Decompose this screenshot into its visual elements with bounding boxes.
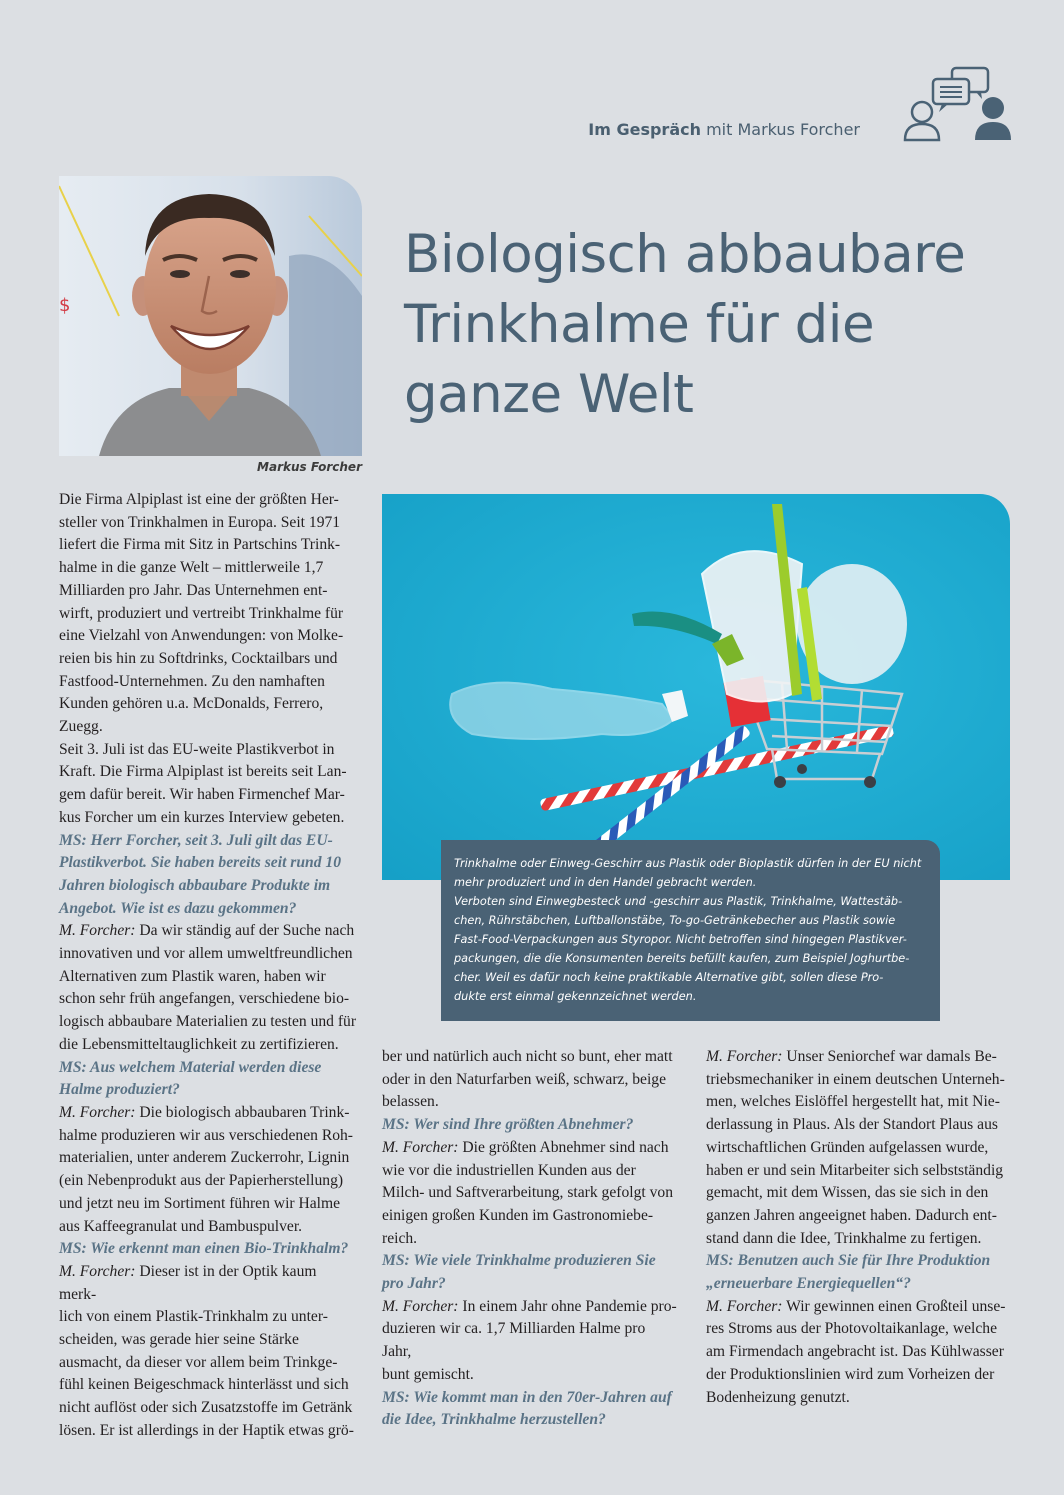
title-line: ganze Welt bbox=[404, 364, 694, 425]
text-line: pro Jahr? bbox=[382, 1275, 446, 1293]
text-line: reich. bbox=[382, 1229, 418, 1247]
speaker-name: M. Forcher: bbox=[706, 1048, 783, 1065]
speaker-name: M. Forcher: bbox=[59, 1103, 136, 1121]
interview-question bbox=[59, 830, 357, 921]
answer-text: Unser Seniorchef war damals Be- bbox=[782, 1048, 997, 1065]
title-line: Trinkhalme für die bbox=[404, 294, 875, 355]
text-line: aus Kaffeegranulat und Bambuspulver. bbox=[59, 1217, 303, 1235]
text-column-3 bbox=[706, 1046, 1008, 1409]
interview-question bbox=[382, 1387, 677, 1432]
text-line: wirft, produziert und vertreibt Trinkhalme für bbox=[59, 604, 344, 622]
text-line bbox=[59, 1261, 357, 1306]
text-line: fühl keinen Beigeschmack hinterlässt und sich bbox=[59, 1376, 349, 1394]
interview-answer bbox=[706, 1046, 1008, 1250]
answer-text: Da wir ständig auf der Suche nach bbox=[135, 922, 355, 940]
conversation-icon bbox=[902, 66, 1014, 146]
answer-text: In einem Jahr ohne Pandemie pro- bbox=[458, 1297, 677, 1315]
text-line: (ein Nebenprodukt aus der Papierherstellung) bbox=[59, 1172, 344, 1190]
interview-answer bbox=[706, 1296, 1008, 1410]
text-column-1 bbox=[59, 489, 357, 1443]
text-line: liefert die Firma mit Sitz in Partschins Trink- bbox=[59, 536, 341, 554]
text-line: lösen. Er ist allerdings in der Haptik etwas grö- bbox=[59, 1421, 354, 1439]
text-line bbox=[382, 1137, 677, 1160]
caption-line: chen, Rührstäbchen, Luftballonstäbe, To-go-Getränkebecher aus Plastik sowie bbox=[454, 914, 896, 927]
text-line: derlassung in Plaus. Als der Standort Plaus aus bbox=[706, 1116, 998, 1134]
answer-text: Dieser ist in der Optik kaum merk- bbox=[59, 1262, 317, 1303]
text-line: duzieren wir ca. 1,7 Milliarden Halme pro Jahr, bbox=[382, 1320, 646, 1361]
text-line bbox=[706, 1046, 1008, 1069]
article-title bbox=[404, 220, 1024, 430]
speaker-name: M. Forcher: bbox=[382, 1138, 459, 1156]
text-line: halme in die ganze Welt – mittlerweile 1,7 bbox=[59, 559, 324, 577]
text-line: MS: Wie viele Trinkhalme produzieren Sie bbox=[382, 1252, 656, 1270]
portrait-photo bbox=[59, 176, 362, 456]
caption-line: Trinkhalme oder Einweg-Geschirr aus Plastik oder Bioplastik dürfen in der EU nicht bbox=[454, 857, 922, 870]
title-line: Biologisch abbaubare bbox=[404, 224, 966, 285]
text-line: Alternativen zum Plastik waren, haben wir bbox=[59, 967, 326, 985]
answer-text: Die biologisch abbaubaren Trink- bbox=[135, 1103, 350, 1121]
text-line: ausmacht, da dieser vor allem beim Trinkge- bbox=[59, 1353, 338, 1371]
intro-paragraph-2 bbox=[59, 739, 357, 830]
text-line bbox=[706, 1296, 1008, 1319]
text-line: schon sehr früh angefangen, verschiedene bio- bbox=[59, 990, 350, 1008]
speaker-name: M. Forcher: bbox=[382, 1297, 459, 1315]
text-line: eine Vielzahl von Anwendungen: von Molke- bbox=[59, 627, 344, 645]
text-line bbox=[59, 1102, 357, 1125]
interview-answer bbox=[59, 1261, 357, 1443]
text-line: MS: Wie erkennt man einen Bio-Trinkhalm? bbox=[59, 1240, 349, 1258]
interview-question bbox=[59, 1238, 357, 1261]
interview-question bbox=[59, 1057, 357, 1102]
interview-question bbox=[706, 1250, 1008, 1295]
caption-line: packungen, die die Konsumenten bereits befüllt kaufen, zum Beispiel Joghurtbe- bbox=[454, 952, 910, 965]
intro-paragraph bbox=[59, 489, 357, 739]
text-line: Seit 3. Juli ist das EU-weite Plastikverbot in bbox=[59, 740, 335, 758]
text-line: Bodenheizung genutzt. bbox=[706, 1388, 850, 1406]
text-line: am Firmendach angebracht ist. Das Kühlwasser bbox=[706, 1343, 1004, 1361]
plastic-shopping-cart-photo bbox=[382, 494, 1010, 880]
caption-line: cher. Weil es dafür noch keine praktikable Alternative gibt, sollen diese Pro- bbox=[454, 971, 884, 984]
text-line bbox=[59, 920, 357, 943]
photo-caption bbox=[441, 840, 940, 1021]
text-line: triebsmechaniker in einem deutschen Unterneh- bbox=[706, 1070, 1005, 1088]
section-label-rest: mit Markus Forcher bbox=[700, 120, 860, 139]
text-line: MS: Aus welchem Material werden diese bbox=[59, 1058, 322, 1076]
text-line bbox=[382, 1296, 677, 1319]
text-line: MS: Herr Forcher, seit 3. Juli gilt das EU- bbox=[59, 831, 333, 849]
interview-answer bbox=[59, 920, 357, 1056]
text-line: Fastfood-Unternehmen. Zu den namhaften bbox=[59, 672, 325, 690]
text-line: gem dafür bereit. Wir haben Firmenchef Mar- bbox=[59, 786, 345, 804]
text-line: lich von einem Plastik-Trinkhalm zu unter- bbox=[59, 1308, 328, 1326]
text-line: stand dann die Idee, Trinkhalme zu fertigen. bbox=[706, 1229, 982, 1247]
text-line: gemacht, mit dem Wissen, das sie sich in den bbox=[706, 1184, 989, 1202]
text-line: logisch abbaubare Materialien zu testen und für bbox=[59, 1013, 357, 1031]
text-line: oder in den Naturfarben weiß, schwarz, beige bbox=[382, 1070, 667, 1088]
text-line: MS: Wie kommt man in den 70er-Jahren auf bbox=[382, 1388, 672, 1406]
text-line: Die Firma Alpiplast ist eine der größten Her- bbox=[59, 491, 339, 508]
text-line: die Idee, Trinkhalme herzustellen? bbox=[382, 1411, 606, 1429]
text-line: men, welches Eislöffel hergestellt hat, mit Nie- bbox=[706, 1093, 1000, 1111]
answer-text: Die größten Abnehmer sind nach bbox=[458, 1138, 669, 1156]
text-line: nicht auflöst oder sich Zusatzstoffe im Getränk bbox=[59, 1399, 353, 1417]
text-line: innovativen und vor allem umweltfreundlichen bbox=[59, 945, 353, 963]
text-line: „erneuerbare Energiequellen“? bbox=[706, 1275, 911, 1293]
text-line: haben er und sein Mitarbeiter sich selbstständig bbox=[706, 1161, 1004, 1179]
answer-text: Wir gewinnen einen Großteil unse- bbox=[782, 1297, 1006, 1315]
text-line: wie vor die industriellen Kunden aus der bbox=[382, 1161, 636, 1179]
text-line: Kunden gehören u.a. McDonalds, Ferrero, bbox=[59, 695, 324, 713]
caption-line: Verboten sind Einwegbesteck und -geschirr aus Plastik, Trinkhalme, Wattestäb- bbox=[454, 895, 903, 908]
text-line: belassen. bbox=[382, 1093, 439, 1111]
portrait-caption: Markus Forcher bbox=[257, 460, 362, 474]
text-line: Kraft. Die Firma Alpiplast ist bereits seit Lan- bbox=[59, 763, 347, 781]
text-line: bunt gemischt. bbox=[382, 1365, 474, 1383]
text-column-2 bbox=[382, 1046, 677, 1432]
text-line: wirtschaftlichen Gründen aufgelassen wurde, bbox=[706, 1138, 989, 1156]
svg-text:$: $ bbox=[59, 295, 71, 316]
text-line: steller von Trinkhalmen in Europa. Seit 1971 bbox=[59, 513, 341, 531]
text-line: kus Forcher um ein kurzes Interview gebeten. bbox=[59, 808, 345, 826]
interview-answer bbox=[382, 1137, 677, 1251]
text-line: einigen großen Kunden im Gastronomiebe- bbox=[382, 1206, 654, 1224]
text-line: Milliarden pro Jahr. Das Unternehmen ent- bbox=[59, 581, 328, 599]
text-line: MS: Benutzen auch Sie für Ihre Produktion bbox=[706, 1252, 991, 1270]
interview-answer bbox=[59, 1102, 357, 1238]
text-line: Milch- und Saftverarbeitung, stark gefolgt von bbox=[382, 1184, 674, 1202]
text-line: scheiden, was gerade hier seine Stärke bbox=[59, 1331, 299, 1349]
text-line: reien bis hin zu Softdrinks, Cocktailbars und bbox=[59, 649, 338, 667]
caption-line: dukte erst einmal gekennzeichnet werden. bbox=[454, 990, 697, 1003]
speaker-name: M. Forcher: bbox=[59, 1262, 136, 1280]
text-line: MS: Wer sind Ihre größten Abnehmer? bbox=[382, 1116, 634, 1134]
text-line: Halme produziert? bbox=[59, 1081, 180, 1099]
interview-question bbox=[382, 1114, 677, 1137]
text-line: materialien, unter anderem Zuckerrohr, Lignin bbox=[59, 1149, 350, 1167]
text-line: Zuegg. bbox=[59, 718, 103, 736]
text-line: res Stroms aus der Photovoltaikanlage, welche bbox=[706, 1320, 998, 1338]
interview-answer bbox=[382, 1296, 677, 1387]
interview-answer bbox=[382, 1046, 677, 1114]
section-label-bold: Im Gespräch bbox=[588, 120, 701, 139]
caption-line: mehr produziert und in den Handel gebracht werden. bbox=[454, 876, 757, 889]
section-label bbox=[588, 120, 860, 139]
text-line: Plastikverbot. Sie haben bereits seit rund 10 bbox=[59, 854, 341, 872]
text-line: ber und natürlich auch nicht so bunt, eher matt bbox=[382, 1048, 673, 1065]
speaker-name: M. Forcher: bbox=[706, 1297, 783, 1315]
text-line: der Produktionslinien wird zum Vorheizen der bbox=[706, 1365, 995, 1383]
text-line: Angebot. Wie ist es dazu gekommen? bbox=[59, 899, 297, 917]
interview-question bbox=[382, 1250, 677, 1295]
text-line: halme produzieren wir aus verschiedenen Roh- bbox=[59, 1126, 354, 1144]
text-line: und jetzt neu im Sortiment führen wir Halme bbox=[59, 1194, 341, 1212]
text-line: ganzen Jahren angeeignet haben. Dadurch ent- bbox=[706, 1206, 997, 1224]
text-line: die Lebensmitteltauglichkeit zu zertifizieren. bbox=[59, 1035, 339, 1053]
caption-line: Fast-Food-Verpackungen aus Styropor. Nicht betroffen sind hingegen Plastikver- bbox=[454, 933, 907, 946]
speaker-name: M. Forcher: bbox=[59, 922, 136, 940]
text-line: Jahren biologisch abbaubare Produkte im bbox=[59, 876, 331, 894]
